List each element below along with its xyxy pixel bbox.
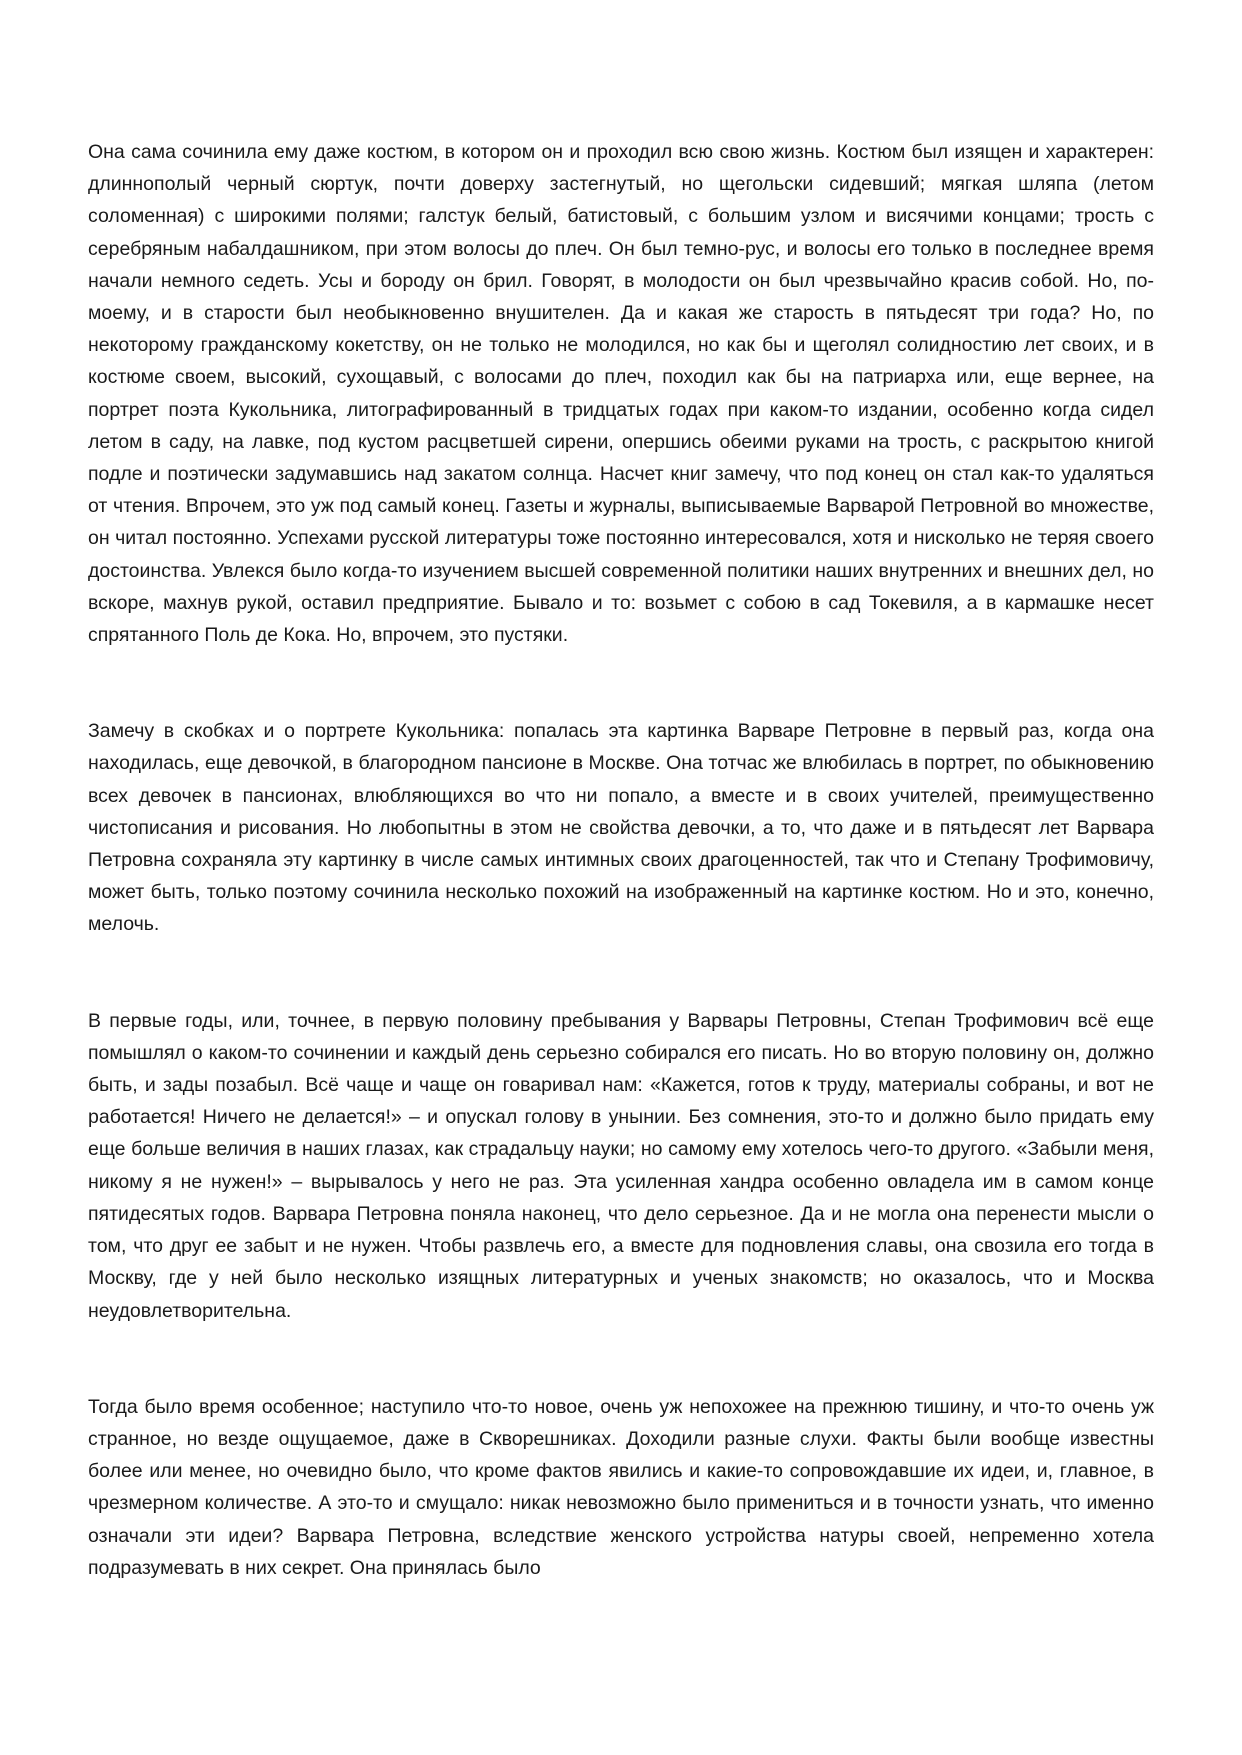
- paragraph-1: Она сама сочинила ему даже костюм, в котором он и проходил всю свою жизнь. Костюм был изящен и характерен: длиннополый черный сюртук, почти доверху застегнутый, но щегольски сидевший; мягкая шляпа (летом соломенная) с широкими полями; галстук белый, батистовый, с большим узлом и висячими концами; трость с серебряным набалдашником, при этом волосы до плеч. Он был темно-рус, и волосы его только в последнее время начали немного седеть. Усы и бороду он брил. Говорят, в молодости он был чрезвычайно красив собой. Но, по-моему, и в старости был необыкновенно внушителен. Да и какая же старость в пятьдесят три года? Но, по некоторому гражданскому кокетству, он не только не молодился, но как бы и щеголял солидностию лет своих, и в костюме своем, высокий, сухощавый, с волосами до плеч, походил как бы на патриарха или, еще вернее, на портрет поэта Кукольника, литографированный в тридцатых годах при каком-то издании, особенно когда сидел летом в саду, на лавке, под кустом расцветшей сирени, опершись обеими руками на трость, с раскрытою книгой подле и поэтически задумавшись над закатом солнца. Насчет книг замечу, что под конец он стал как-то удаляться от чтения. Впрочем, это уж под самый конец. Газеты и журналы, выписываемые Варварой Петровной во множестве, он читал постоянно. Успехами русской литературы тоже постоянно интересовался, хотя и нисколько не теряя своего достоинства. Увлекся было когда-то изучением высшей современной политики наших внутренних и внешних дел, но вскоре, махнув рукой, оставил предприятие. Бывало и то: возьмет с собою в сад Токевиля, а в кармашке несет спрятанного Поль де Кока. Но, впрочем, это пустяки.: [88, 141, 1154, 647]
- document-page: [88, 136, 1154, 1584]
- paragraph-2: Замечу в скобках и о портрете Кукольника: попалась эта картинка Варваре Петровне в первый раз, когда она находилась, еще девочкой, в благородном пансионе в Москве. Она тотчас же влюбилась в портрет, по обыкновению всех девочек в пансионах, влюбляющихся во что ни попало, а вместе и в своих учителей, преимущественно чистописания и рисования. Но любопытны в этом не свойства девочки, а то, что даже и в пятьдесят лет Варвара Петровна сохраняла эту картинку в числе самых интимных своих драгоценностей, так что и Степану Трофимовичу, может быть, только поэтому сочинила несколько похожий на изображенный на картинке костюм. Но и это, конечно, мелочь.: [88, 720, 1154, 936]
- paragraph-3: В первые годы, или, точнее, в первую половину пребывания у Варвары Петровны, Степан Трофимович всё еще помышлял о каком-то сочинении и каждый день серьезно собирался его писать. Но во вторую половину он, должно быть, и зады позабыл. Всё чаще и чаще он говаривал нам: «Кажется, готов к труду, материалы собраны, и вот не работается! Ничего не делается!» – и опускал голову в унынии. Без сомнения, это-то и должно было придать ему еще больше величия в наших глазах, как страдальцу науки; но самому ему хотелось чего-то другого. «Забыли меня, никому я не нужен!» – вырывалось у него не раз. Эта усиленная хандра особенно овладела им в самом конце пятидесятых годов. Варвара Петровна поняла наконец, что дело серьезное. Да и не могла она перенести мысли о том, что друг ее забыт и не нужен. Чтобы развлечь его, а вместе для подновления славы, она свозила его тогда в Москву, где у ней было несколько изящных литературных и ученых знакомств; но оказалось, что и Москва неудовлетворительна.: [88, 1009, 1154, 1322]
- paragraph-4: Тогда было время особенное; наступило что-то новое, очень уж непохожее на прежнюю тишину, и что-то очень уж странное, но везде ощущаемое, даже в Скворешниках. Доходили разные слухи. Факты были вообще известны более или менее, но очевидно было, что кроме фактов явились и какие-то сопровождавшие их идеи, и, главное, в чрезмерном количестве. А это-то и смущало: никак невозможно было примениться и в точности узнать, что именно означали эти идеи? Варвара Петровна, вследствие женского устройства натуры своей, непременно хотела подразумевать в них секрет. Она принялась было: [88, 1395, 1154, 1579]
